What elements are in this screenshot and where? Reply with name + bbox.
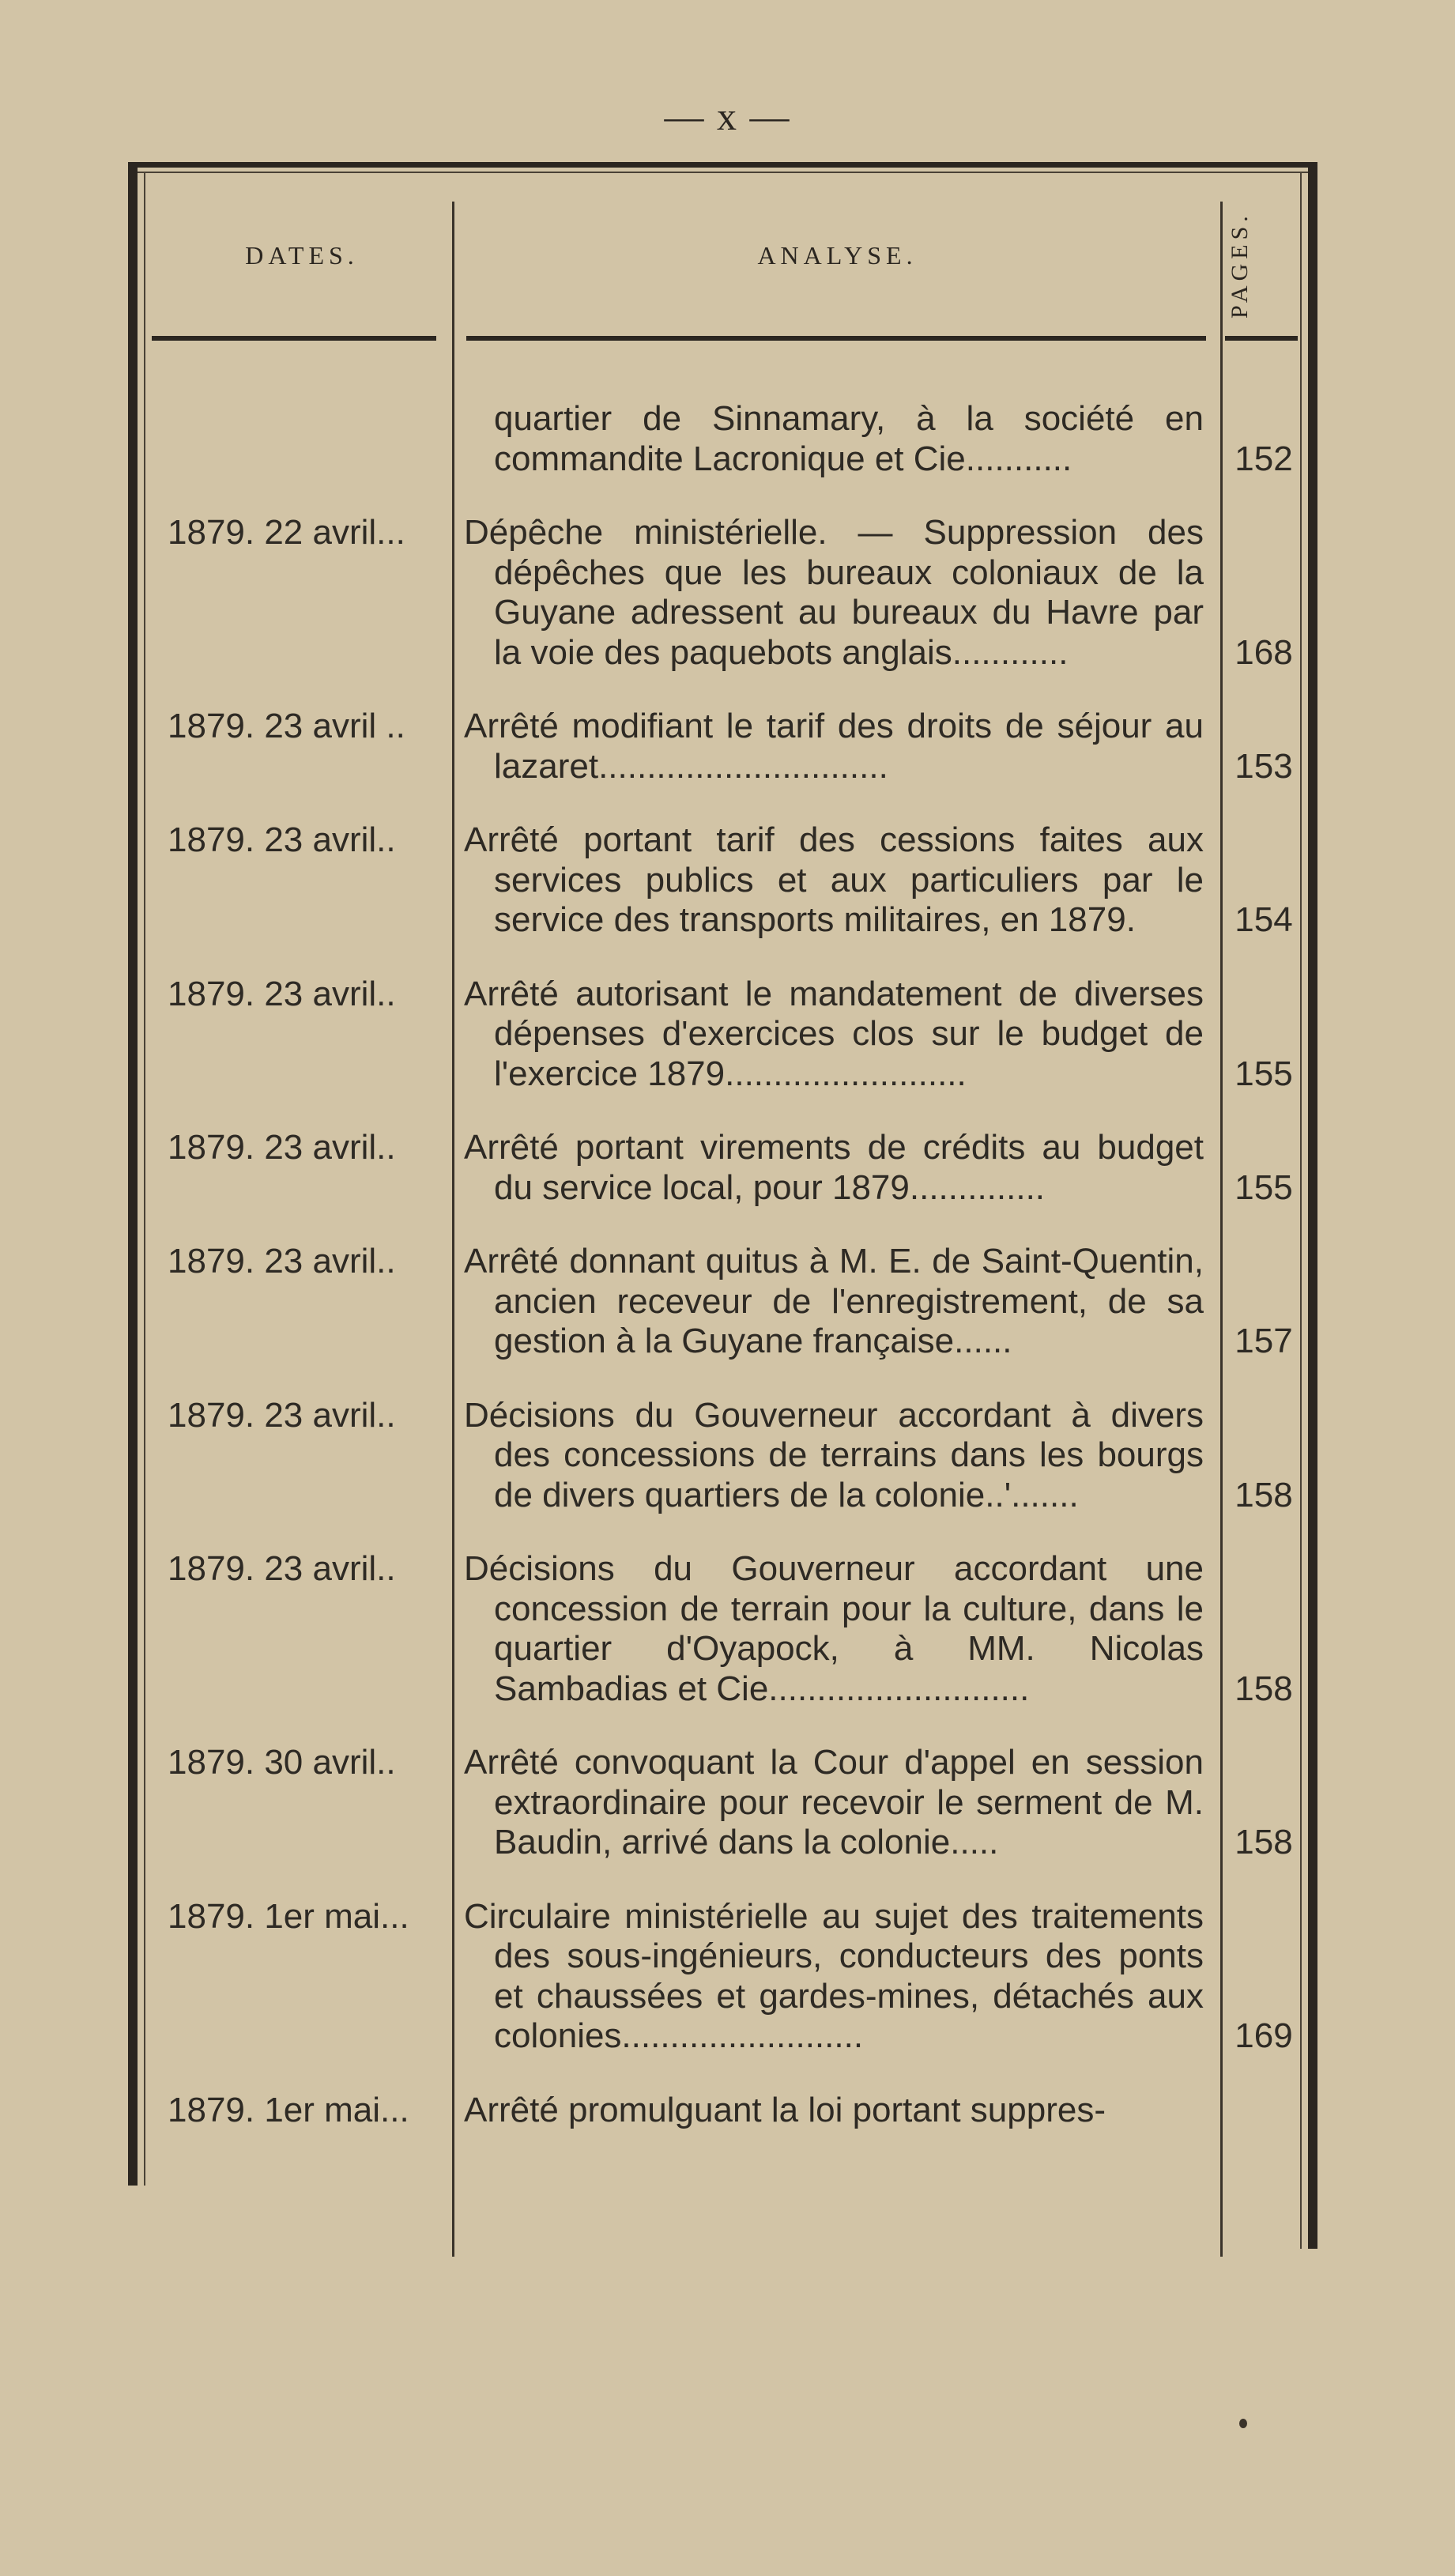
entry-text: Arrêté donnant quitus à M. E. de Saint-Quentin, ancien receveur de l'enregistrement, de sa gestion à la Guyane française...... [464,1242,1204,1360]
entry-text: Arrêté modifiant le tarif des droits de séjour au lazaret.............................. [464,707,1204,786]
entry-page: 155 [1234,1054,1293,1093]
entry-page: 168 [1234,632,1293,672]
index-table [128,162,1317,2249]
header-rule-dates [152,336,436,341]
table-row [128,1549,1317,1709]
entry-text: Arrêté portant virements de crédits au budget du service local, pour 1879.............. [464,1128,1204,1207]
entry-page: 158 [1234,1823,1293,1861]
table-row [128,399,1317,479]
table-top-rule [128,162,1317,168]
entry-date: 1879. 1er mai... [168,1896,409,1936]
header-rule-analyse [466,336,1206,341]
entry-date: 1879. 30 avril.. [168,1743,396,1782]
entry-date: 1879. 23 avril.. [168,1395,396,1435]
entry-page: 154 [1234,900,1293,939]
entry-text: Décisions du Gouverneur accordant à divers des concessions de terrains dans les bourgs de divers quartiers de la colonie..'....... [464,1395,1204,1514]
table-row [128,1396,1317,1516]
table-row [128,1743,1317,1863]
header-dates: DATES. [245,241,359,270]
entry-page: 152 [1234,439,1293,478]
entry-date: 1879. 23 avril.. [168,974,396,1013]
entry-text: Circulaire ministérielle au sujet des traitements des sous-ingénieurs, conducteurs des ponts et chaussées et gardes-mines, détachés aux colonies......................... [464,1896,1204,2055]
entry-page: 158 [1234,1669,1293,1708]
entry-page: 169 [1234,2016,1293,2055]
entries-list [128,399,1317,2164]
entry-date: 1879. 1er mai... [168,2090,409,2129]
header-rule-pages [1225,336,1298,341]
entry-page: 155 [1234,1167,1293,1207]
entry-text: Décisions du Gouverneur accordant une concession de terrain pour la culture, dans le quartier d'Oyapock, à MM. Nicolas Sambadias et Cie........................... [464,1549,1204,1708]
entry-date: 1879. 22 avril... [168,513,405,552]
entry-date: 1879. 23 avril .. [168,707,405,745]
table-row [128,1897,1317,2057]
entry-page: 157 [1234,1322,1293,1360]
header-analyse: ANALYSE. [757,241,918,270]
table-row [128,1128,1317,1208]
ink-speck [1239,2419,1247,2428]
table-row [128,820,1317,941]
entry-text: Arrêté autorisant le mandatement de diverses dépenses d'exercices clos sur le budget de l'exercice 1879......................... [464,974,1204,1093]
entry-page: 153 [1234,746,1293,786]
entry-page: 158 [1234,1475,1293,1514]
table-row [128,707,1317,786]
table-row [128,975,1317,1095]
entry-date: 1879. 23 avril.. [168,1549,396,1588]
table-row [128,513,1317,673]
page-number: — x — [664,94,791,138]
entry-text: Dépêche ministérielle. — Suppression des dépêches que les bureaux coloniaux de la Guyane adressent au bureaux du Havre par la voie des paquebots anglais............ [464,513,1204,672]
header-pages: PAGES. [1227,211,1253,319]
entry-text: Arrêté portant tarif des cessions faites aux services publics et aux particuliers par le service des transports militaires, en 1879. [464,820,1204,939]
entry-text: quartier de Sinnamary, à la société en commandite Lacronique et Cie........... [494,399,1204,478]
entry-date: 1879. 23 avril.. [168,1242,396,1280]
entry-date: 1879. 23 avril.. [168,1128,396,1167]
entry-text: Arrêté promulguant la loi portant suppres- [464,2090,1106,2129]
table-top-rule-thin [128,172,1317,173]
table-row [128,1242,1317,1362]
entry-text: Arrêté convoquant la Cour d'appel en session extraordinaire pour recevoir le serment de M. Baudin, arrivé dans la colonie..... [464,1743,1204,1861]
entry-date: 1879. 23 avril.. [168,820,396,859]
table-row [128,2091,1317,2131]
